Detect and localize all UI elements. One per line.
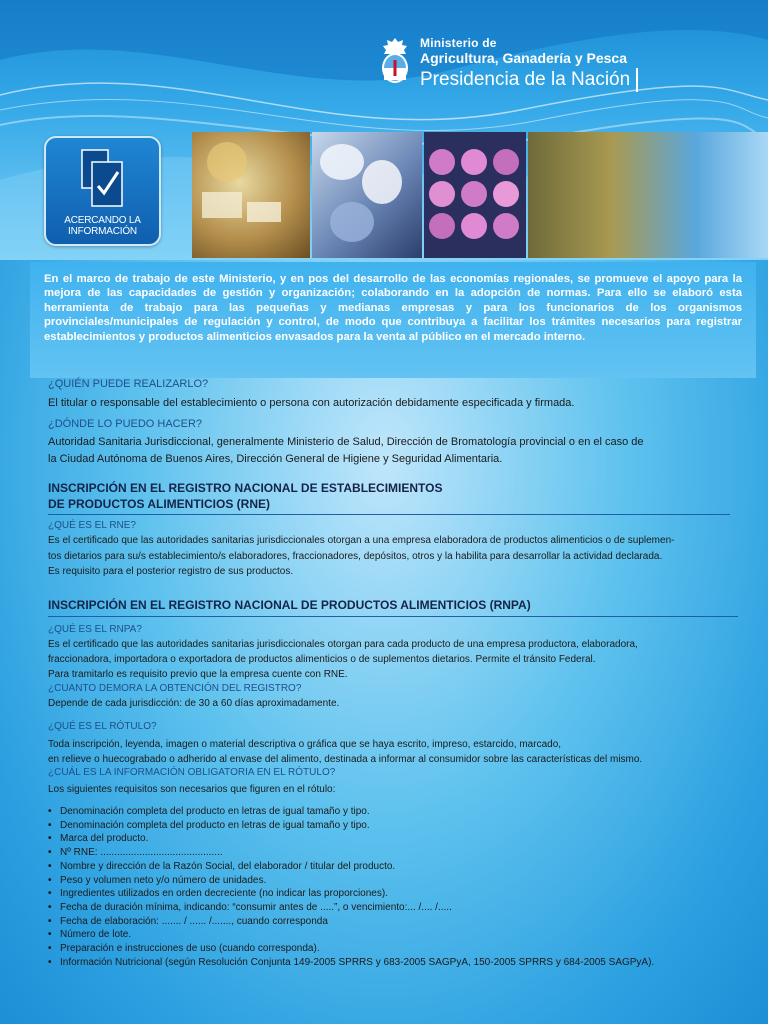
rnpa-divider (48, 616, 738, 617)
list-item: • Denominación completa del producto en letras de igual tamaño y tipo. (48, 819, 748, 833)
list-item: • Fecha de duración mínima, indicando: “consumir antes de .....”, o vencimiento:... /.... /..... (48, 901, 748, 915)
rne-question: ¿QUÉ ES EL RNE? (48, 520, 136, 531)
list-item: • Denominación completa del producto en letras de igual tamaño y tipo. (48, 805, 748, 819)
list-item: • Número de lote. (48, 928, 748, 942)
label-question: ¿QUÉ ES EL RÓTULO? (48, 721, 157, 732)
rne-divider (48, 514, 730, 515)
where-answer-line1: Autoridad Sanitaria Jurisdiccional, generalmente Ministerio de Salud, Dirección de Bromatología provincial o en el caso de (48, 436, 644, 448)
where-question: ¿DÓNDE LO PUEDO HACER? (48, 418, 203, 430)
ministry-line2: Agricultura, Ganadería y Pesca (420, 50, 627, 66)
rnpa-line2: fraccionadora, importadora o exportadora de productos alimenticios o de suplementos dietarios. Permite el tránsito Federal. (48, 654, 596, 665)
logo-caption-line2: INFORMACIÓN (68, 226, 137, 237)
rnpa-heading: INSCRIPCIÓN EN EL REGISTRO NACIONAL DE PRODUCTOS ALIMENTICIOS (RNPA) (48, 598, 531, 612)
list-item: • Preparación e instrucciones de uso (cuando corresponda). (48, 942, 748, 956)
label-line1: Toda inscripción, leyenda, imagen o material descriptiva o gráfica que se haya escrito, impreso, estarcido, marcado, (48, 739, 562, 750)
rnpa-line1: Es el certificado que las autoridades sanitarias jurisdiccionales otorgan para cada producto de una empresa productora, elaboradora, (48, 639, 638, 650)
rne-heading-line2: DE PRODUCTOS ALIMENTICIOS (RNE) (48, 497, 271, 511)
requirements-list (48, 805, 748, 969)
intro-text: En el marco de trabajo de este Ministerio, y en pos del desarrollo de las economías regionales, se promueve el apoyo para la mejora de las capacidades de gestión y organización; colaborando en la adopción de normas. Para ello se elaboró esta herramienta de trabajo para las pequeñas y medianas empresas y para los funcionarios de los organismos provinciales/municipales de regulación y control, de modo que contribuya a facilitar los trámites necesarios para registrar establecimientos y productos alimenticios envasados para la venta al público en el mercado interno. (44, 273, 742, 343)
rnpa-time-question: ¿CUANTO DEMORA LA OBTENCIÓN DEL REGISTRO? (48, 683, 302, 694)
rne-line2: tos dietarios para su/s establecimiento/s elaboradores, fraccionadores, depósitos, otros y la habilita para desarrollar la actividad declarada. (48, 551, 663, 562)
label-line2: en relieve o huecograbado o adherido al envase del alimento, destinada a informar al consumidor sobre las características del mismo. (48, 754, 643, 765)
list-item: • Nombre y dirección de la Razón Social, del elaborador / titular del producto. (48, 860, 748, 874)
list-item: • Peso y volumen neto y/o número de unidades. (48, 874, 748, 888)
rnpa-question: ¿QUÉ ES EL RNPA? (48, 624, 142, 635)
who-answer: El titular o responsable del establecimiento o persona con autorización debidamente especificada y firmada. (48, 397, 575, 409)
rne-line3: Es requisito para el posterior registro de sus productos. (48, 566, 294, 577)
list-item: • Nº RNE: ............................................ (48, 846, 748, 860)
where-answer-line2: la Ciudad Autónoma de Buenos Aires, Dirección General de Higiene y Seguridad Alimentaria. (48, 453, 503, 465)
list-item: • Marca del producto. (48, 832, 748, 846)
rnpa-line3: Para tramitarlo es requisito previo que la empresa cuente con RNE. (48, 669, 348, 680)
rne-heading-line1: INSCRIPCIÓN EN EL REGISTRO NACIONAL DE ESTABLECIMIENTOS (48, 481, 443, 495)
ministry-line1: Ministerio de (420, 36, 497, 50)
label-info-intro: Los siguientes requisitos son necesarios que figuren en el rótulo: (48, 784, 336, 795)
rne-line1: Es el certificado que las autoridades sanitarias jurisdiccionales otorgan a una empresa elaboradora de productos alimenticios o de suplemen- (48, 535, 675, 546)
list-item: • Ingredientes utilizados en orden decreciente (no indicar las proporciones). (48, 887, 748, 901)
list-item: • Información Nutricional (según Resolución Conjunta 149-2005 SPRRS y 683-2005 SAGPyA, 150-2005 SPRRS y 684-2005 SAGPyA). (48, 956, 748, 970)
rnpa-time-answer: Depende de cada jurisdicción: de 30 a 60 días aproximadamente. (48, 698, 340, 709)
logo-caption-line1: ACERCANDO LA (64, 215, 141, 226)
who-question: ¿QUIÉN PUEDE REALIZARLO? (48, 378, 209, 390)
label-info-question: ¿CUÁL ES LA INFORMACIÓN OBLIGATORIA EN EL RÓTULO? (48, 767, 336, 778)
ministry-line3: Presidencia de la Nación (420, 69, 631, 90)
list-item: • Fecha de elaboración: ....... / ...... /......., cuando corresponda (48, 915, 748, 929)
